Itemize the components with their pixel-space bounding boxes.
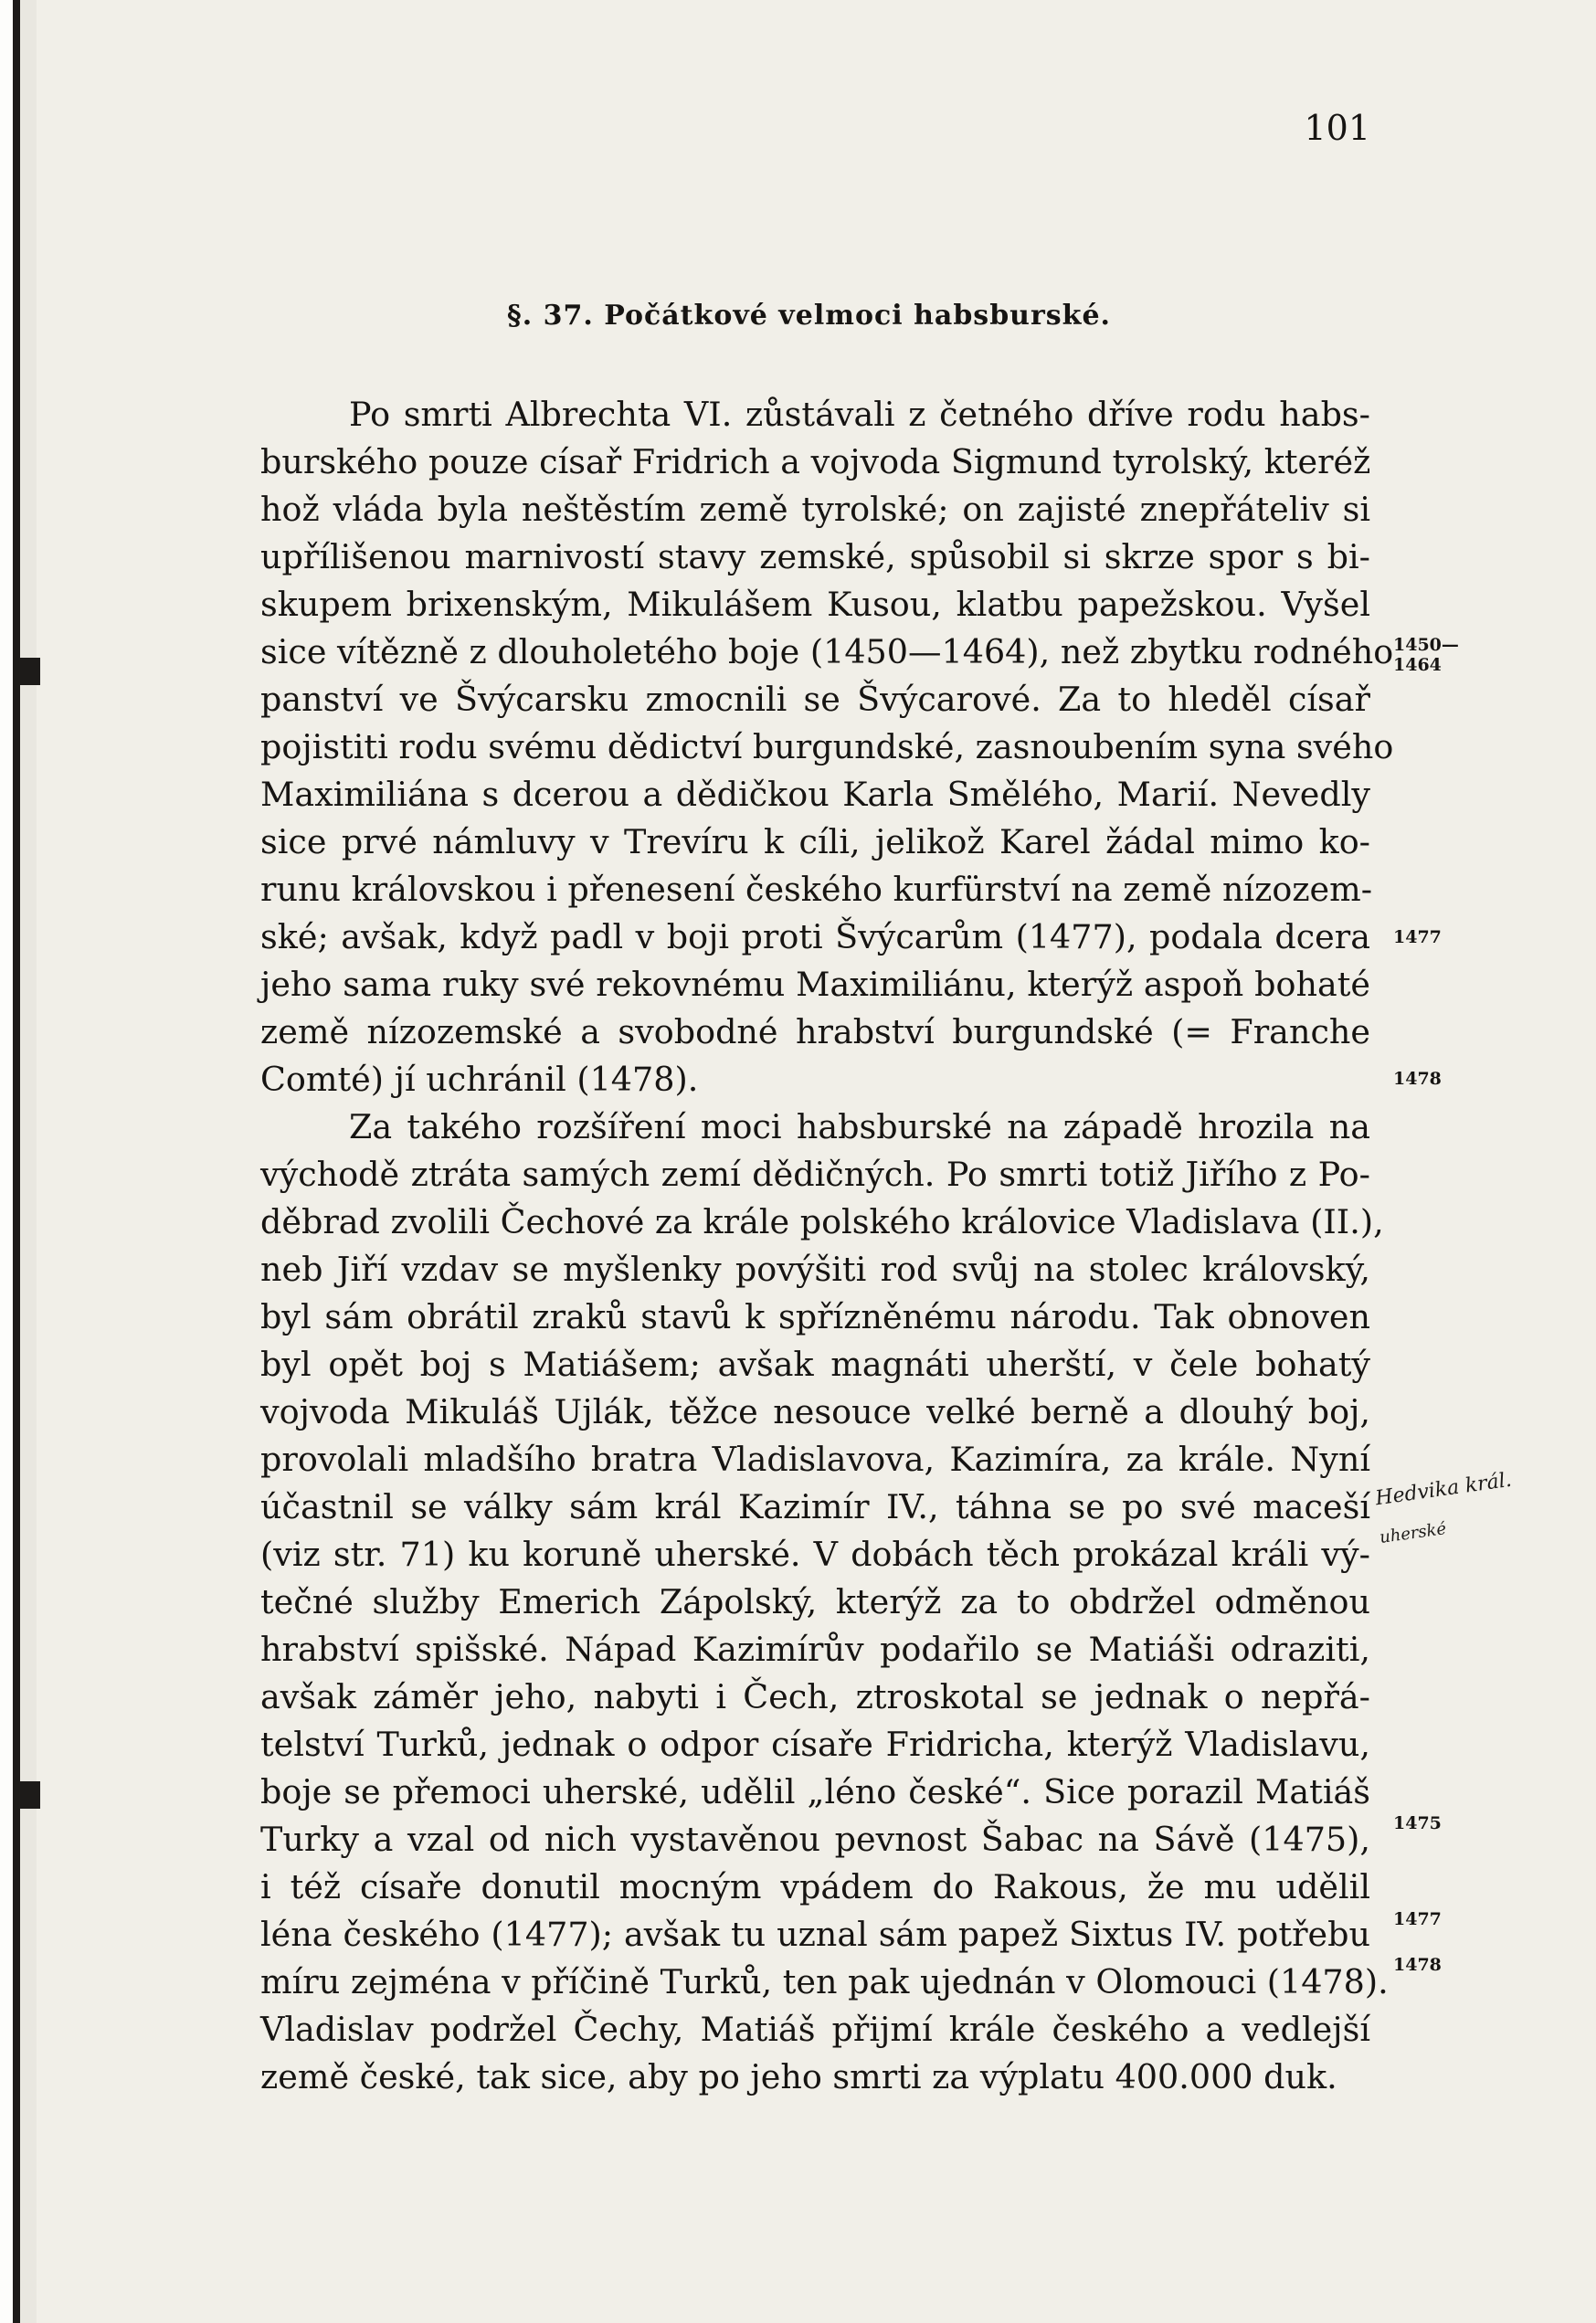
text-line: sice prvé námluvy v Trevíru k cíli, jelikož Karel žádal mimo ko-: [260, 822, 1370, 861]
text-line: i též císaře donutil mocným vpádem do Rakous, že mu udělil: [260, 1867, 1370, 1906]
text-line: (viz str. 71) ku koruně uherské. V dobách těch prokázal králi vý-: [260, 1535, 1370, 1574]
margin-year: 1477: [1393, 1909, 1442, 1929]
page-number: 101: [1304, 108, 1370, 148]
text-line: panství ve Švýcarsku zmocnili se Švýcarové. Za to hleděl císař: [260, 680, 1370, 719]
text-line: sice vítězně z dlouholetého boje (1450—1464), než zbytku rodného: [260, 632, 1394, 671]
text-line: byl opět boj s Matiášem; avšak magnáti uherští, v čele bohatý: [260, 1345, 1370, 1384]
text-line: neb Jiří vzdav se myšlenky povýšiti rod svůj na stolec královský,: [260, 1250, 1370, 1289]
text-line: Vladislav podržel Čechy, Matiáš přijmí krále českého a vedlejší: [260, 2010, 1370, 2049]
text-line: provolali mladšího bratra Vladislavova, Kazimíra, za krále. Nyní: [260, 1440, 1370, 1479]
text-line: telství Turků, jednak o odpor císaře Fridricha, kterýž Vladislavu,: [260, 1725, 1370, 1764]
text-line: boje se přemoci uherské, udělil „léno české“. Sice porazil Matiáš: [260, 1772, 1370, 1811]
margin-year: 1450—: [1393, 635, 1459, 655]
text-line: byl sám obrátil zraků stavů k spřízněnému národu. Tak obnoven: [260, 1297, 1370, 1336]
handwritten-annotation: uherské: [1378, 1519, 1448, 1547]
section-heading: §. 37. Počátkové velmoci habsburské.: [507, 300, 1111, 332]
text-line: pojistiti rodu svému dědictví burgundské, zasnoubením syna svého: [260, 727, 1394, 766]
text-line: hož vláda byla neštěstím země tyrolské; on zajisté znepřáteliv si: [260, 490, 1370, 529]
text-line: děbrad zvolili Čechové za krále polského královice Vladislava (II.),: [260, 1202, 1384, 1241]
text-line: ské; avšak, když padl v boji proti Švýcarům (1477), podala dcera: [260, 917, 1370, 956]
text-line: Turky a vzal od nich vystavěnou pevnost Šabac na Sávě (1475),: [260, 1820, 1370, 1859]
text-line: runu královskou i přenesení českého kurfürství na země nízozem-: [260, 870, 1373, 909]
text-line: tečné služby Emerich Zápolský, kterýž za to obdržel odměnou: [260, 1582, 1370, 1621]
text-line: skupem brixenským, Mikulášem Kusou, klatbu papežskou. Vyšel: [260, 585, 1370, 624]
text-line: Po smrti Albrechta VI. zůstávali z četného dříve rodu habs-: [349, 395, 1370, 434]
spine-mark: [16, 1781, 40, 1809]
handwritten-annotation: Hedvika král.: [1373, 1468, 1514, 1511]
text-line: Comté) jí uchránil (1478).: [260, 1060, 699, 1099]
page-spine-edge: [0, 0, 37, 2323]
margin-year: 1475: [1393, 1813, 1442, 1833]
text-line: upřílišenou marnivostí stavy zemské, spůsobil si skrze spor s bi-: [260, 537, 1370, 576]
text-line: vojvoda Mikuláš Ujlák, těžce nesouce velké berně a dlouhý boj,: [260, 1392, 1370, 1431]
margin-year: 1464: [1393, 655, 1442, 675]
text-line: avšak záměr jeho, nabyti i Čech, ztroskotal se jednak o nepřá-: [260, 1677, 1370, 1716]
text-line: Za takého rozšíření moci habsburské na západě hrozila na: [349, 1107, 1370, 1146]
text-line: léna českého (1477); avšak tu uznal sám papež Sixtus IV. potřebu: [260, 1915, 1370, 1954]
text-line: hrabství spišské. Nápad Kazimírův podařilo se Matiáši odraziti,: [260, 1630, 1370, 1669]
spine-mark: [16, 658, 40, 685]
margin-year: 1478: [1393, 1955, 1442, 1975]
text-line: východě ztráta samých zemí dědičných. Po smrti totiž Jiřího z Po-: [260, 1155, 1370, 1194]
text-line: burského pouze císař Fridrich a vojvoda Sigmund tyrolský, kteréž: [260, 442, 1371, 481]
margin-year: 1478: [1393, 1069, 1442, 1089]
text-line: země nízozemské a svobodné hrabství burgundské (= Franche: [260, 1012, 1370, 1051]
margin-year: 1477: [1393, 927, 1442, 947]
text-line: Maximiliána s dcerou a dědičkou Karla Smělého, Marií. Nevedly: [260, 775, 1370, 814]
text-line: účastnil se války sám král Kazimír IV., táhna se po své maceší: [260, 1487, 1370, 1526]
text-line: míru zejména v příčině Turků, ten pak ujednán v Olomouci (1478).: [260, 1962, 1389, 2001]
text-line: země české, tak sice, aby po jeho smrti za výplatu 400.000 duk.: [260, 2057, 1337, 2096]
text-line: jeho sama ruky své rekovnému Maximiliánu, kterýž aspoň bohaté: [260, 965, 1370, 1004]
